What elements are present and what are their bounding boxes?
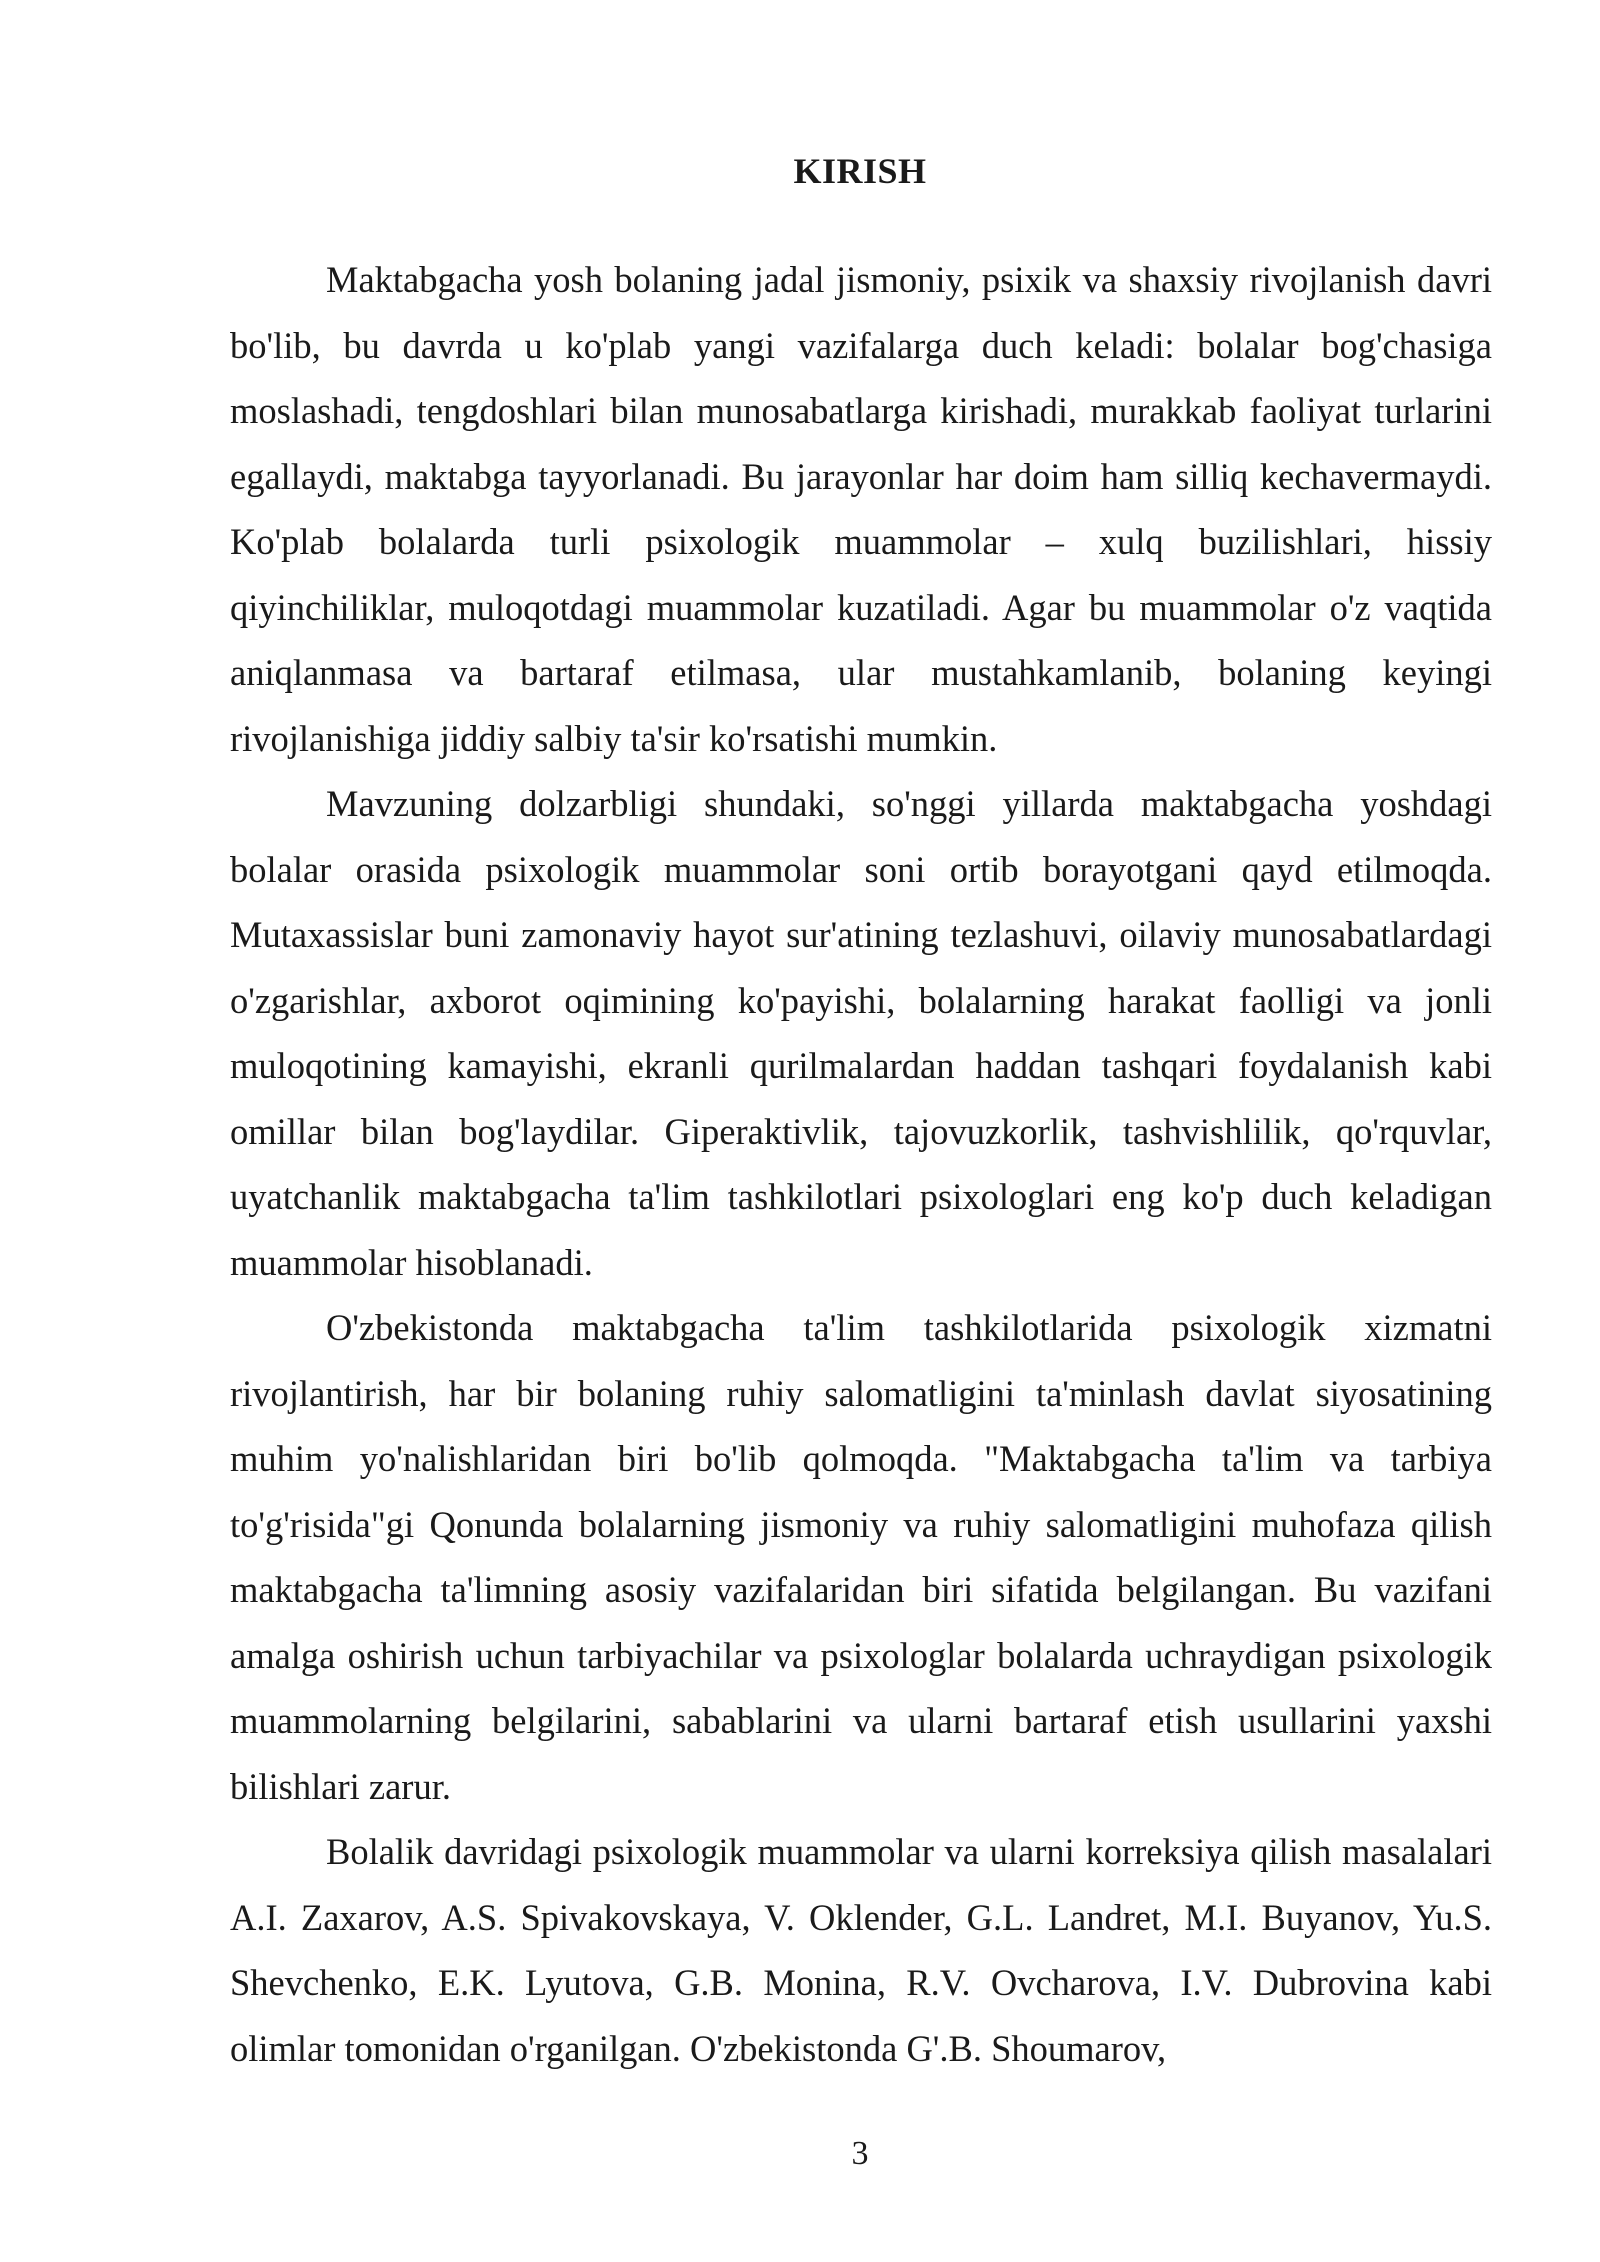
body-text [230,247,1492,2081]
paragraph-2: Mavzuning dolzarbligi shundaki, so'nggi yillarda maktabgacha yoshdagi bolalar orasida psixologik muammolar soni ortib borayotgani qayd etilmoqda. Mutaxassislar buni zamonaviy hayot sur'atining tezlashuvi, oilaviy munosabatlardagi o'zgarishlar, axborot oqimining ko'payishi, bolalarning harakat faolligi va jonli muloqotining kamayishi, ekranli qurilmalardan haddan tashqari foydalanish kabi omillar bilan bog'laydilar. Giperaktivlik, tajovuzkorlik, tashvishlilik, qo'rquvlar, uyatchanlik maktabgacha ta'lim tashkilotlari psixologlari eng ko'p duch keladigan muammolar hisoblanadi. [230,783,1492,1283]
section-title: KIRISH [793,151,927,191]
paragraph-3: O'zbekistonda maktabgacha ta'lim tashkilotlarida psixologik xizmatni rivojlantirish, har bir bolaning ruhiy salomatligini ta'minlash davlat siyosatining muhim yo'nalishlaridan biri bo'lib qolmoqda. "Maktabgacha ta'lim va tarbiya to'g'risida"gi Qonunda bolalarning jismoniy va ruhiy salomatligini muhofaza qilish maktabgacha ta'limning asosiy vazifalaridan biri sifatida belgilangan. Bu vazifani amalga oshirish uchun tarbiyachilar va psixologlar bolalarda uchraydigan psixologik muammolarning belgilarini, sabablarini va ularni bartaraf etish usullarini yaxshi bilishlari zarur. [230,1307,1492,1807]
page-number: 3 [851,2135,869,2172]
paragraph-4: Bolalik davridagi psixologik muammolar va ularni korreksiya qilish masalalari A.I. Zaxarov, A.S. Spivakovskaya, V. Oklender, G.L. Landret, M.I. Buyanov, Yu.S. Shevchenko, E.K. Lyutova, G.B. Monina, R.V. Ovcharova, I.V. Dubrovina kabi olimlar tomonidan o'rganilgan. O'zbekistonda G'.B. Shoumarov, [230,1831,1492,2069]
paragraph-1: Maktabgacha yosh bolaning jadal jismoniy, psixik va shaxsiy rivojlanish davri bo'lib, bu davrda u ko'plab yangi vazifalarga duch keladi: bolalar bog'chasiga moslashadi, tengdoshlari bilan munosabatlarga kirishadi, murakkab faoliyat turlarini egallaydi, maktabga tayyorlanadi. Bu jarayonlar har doim ham silliq kechavermaydi. Ko'plab bolalarda turli psixologik muammolar – xulq buzilishlari, hissiy qiyinchiliklar, muloqotdagi muammolar kuzatiladi. Agar bu muammolar o'z vaqtida aniqlanmasa va bartaraf etilmasa, ular mustahkamlanib, bolaning keyingi rivojlanishiga jiddiy salbiy ta'sir ko'rsatishi mumkin. [230,259,1492,759]
